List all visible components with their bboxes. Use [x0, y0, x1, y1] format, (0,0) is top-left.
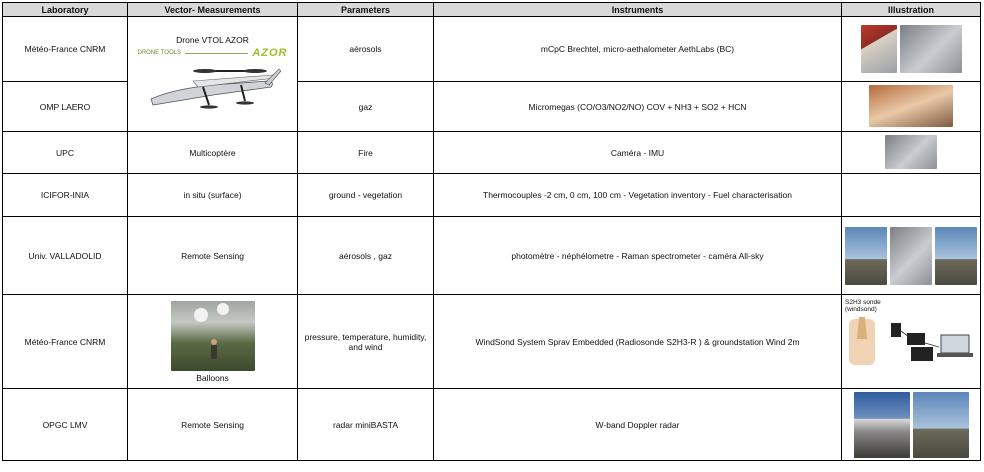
photo-allsky	[935, 227, 977, 285]
cell-lab: UPC	[3, 132, 128, 174]
drone-brand	[138, 47, 288, 59]
header-laboratory: Laboratory	[3, 3, 128, 17]
cell-vector: Remote Sensing	[128, 217, 298, 295]
cell-lab: ICIFOR-INIA	[3, 174, 128, 217]
header-illustration: Illustration	[842, 3, 981, 17]
header-row	[3, 3, 981, 17]
instruments-table	[2, 2, 981, 461]
cell-params: Fire	[298, 132, 434, 174]
header-vector: Vector- Measurements	[128, 3, 298, 17]
cell-instr: Micromegas (CO/O3/NO2/NO) COV + NH3 + SO2 + HCN	[434, 82, 842, 132]
cell-params: aérosols	[298, 17, 434, 82]
cell-illustration	[842, 389, 981, 461]
balloons-caption: Balloons	[196, 372, 229, 383]
header-parameters: Parameters	[298, 3, 434, 17]
photo-volcano	[854, 392, 910, 458]
cell-illustration-empty	[842, 174, 981, 217]
cell-illustration	[842, 17, 981, 82]
table-row	[3, 389, 981, 461]
drone-icon	[143, 61, 283, 113]
cell-instr: WindSond System Sprav Embedded (Radiosonde S2H3-R ) & groundstation Wind 2m	[434, 295, 842, 389]
cell-params: aérosols , gaz	[298, 217, 434, 295]
photo-aethalometer	[861, 25, 897, 73]
photo-mcpc	[900, 25, 962, 73]
cell-illustration	[842, 82, 981, 132]
table-row	[3, 174, 981, 217]
cell-vector: Remote Sensing	[128, 389, 298, 461]
cell-vector-drone	[128, 17, 298, 132]
cell-lab: Univ. VALLADOLID	[3, 217, 128, 295]
drone-title: Drone VTOL AZOR	[176, 35, 249, 45]
header-instruments: Instruments	[434, 3, 842, 17]
cell-instr: Caméra - IMU	[434, 132, 842, 174]
cell-lab: Météo-France CNRM	[3, 295, 128, 389]
cell-vector: in situ (surface)	[128, 174, 298, 217]
cell-params: pressure, temperature, humidity, and wind	[298, 295, 434, 389]
cell-vector: Multicoptère	[128, 132, 298, 174]
photo-balloons	[171, 301, 255, 371]
cell-illustration	[842, 295, 981, 389]
cell-illustration	[842, 217, 981, 295]
cell-instr: mCpC Brechtel, micro-aethalometer AethLabs (BC)	[434, 17, 842, 82]
cell-lab: Météo-France CNRM	[3, 17, 128, 82]
cell-instr: Thermocouples -2 cm, 0 cm, 100 cm - Vegetation inventory - Fuel characterisation	[434, 174, 842, 217]
cell-illustration	[842, 132, 981, 174]
cell-params: ground - vegetation	[298, 174, 434, 217]
cell-instr: photomètre - néphélometre - Raman spectrometer - caméra All-sky	[434, 217, 842, 295]
photo-photometer	[845, 227, 887, 285]
cell-params: gaz	[298, 82, 434, 132]
cell-lab: OMP LAERO	[3, 82, 128, 132]
cell-lab: OPGC LMV	[3, 389, 128, 461]
windsond-icon	[845, 313, 975, 369]
cell-instr: W-band Doppler radar	[434, 389, 842, 461]
photo-multicopter	[885, 135, 937, 169]
cell-vector-balloons	[128, 295, 298, 389]
brand-line	[185, 53, 248, 54]
windsond-caption: S2H3 sonde (windsond)	[845, 299, 881, 314]
table-row	[3, 17, 981, 82]
table-row	[3, 295, 981, 389]
table-row	[3, 217, 981, 295]
table-row	[3, 132, 981, 174]
cell-params: radar miniBASTA	[298, 389, 434, 461]
photo-radar	[913, 392, 969, 458]
brand-left: DRONE TOOLS	[137, 50, 181, 56]
balloon-icon	[171, 301, 255, 371]
photo-nephelometer	[890, 227, 932, 285]
photo-micromegas	[869, 85, 953, 127]
brand-right: AZOR	[252, 47, 288, 59]
